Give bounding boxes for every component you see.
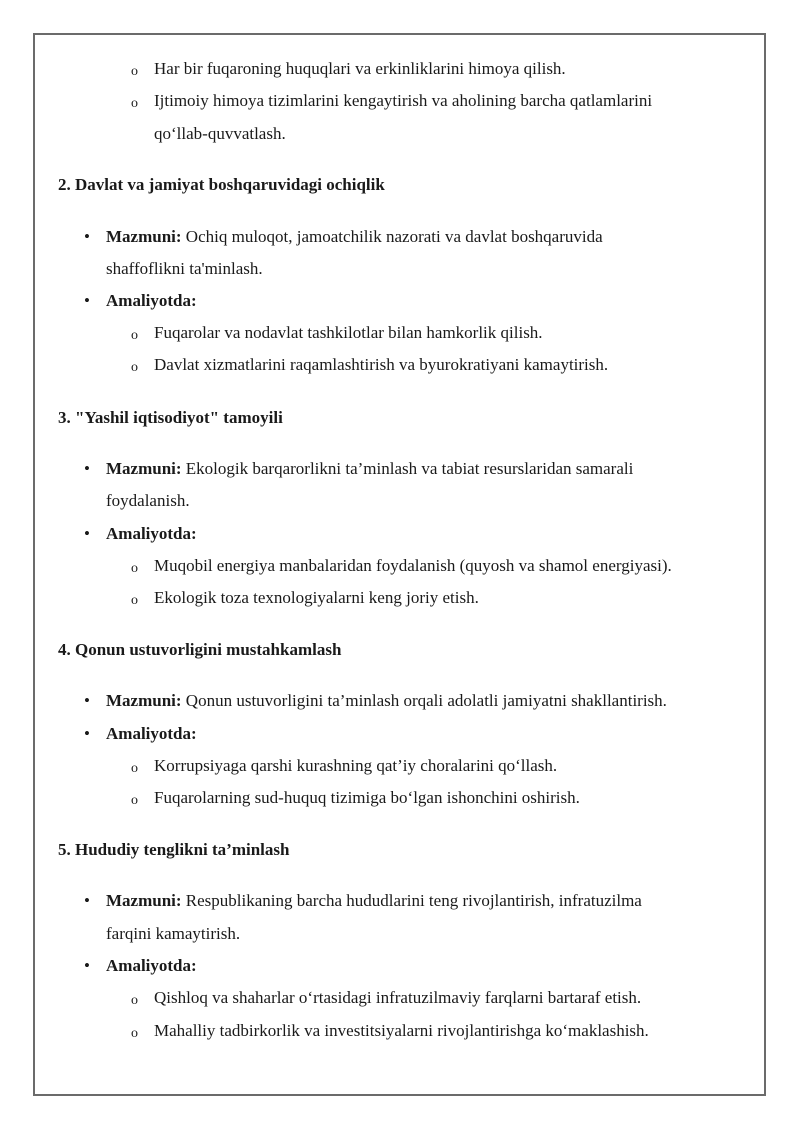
content-text-continuation: farqini kamaytirish.: [106, 924, 241, 943]
content-label: Mazmuni:: [106, 691, 182, 710]
content-item: [106, 891, 642, 911]
disc-bullet: •: [84, 724, 90, 743]
list-item: Korrupsiyaga qarshi kurashning qat’iy choralarini qo‘llash.: [154, 756, 558, 775]
practice-label: Amaliyotda:: [106, 524, 197, 543]
list-item: Qishloq va shaharlar o‘rtasidagi infratuzilmaviy farqlarni bartaraf etish.: [154, 988, 642, 1007]
circle-bullet: o: [131, 761, 138, 776]
content-text: Respublikaning barcha hududlarini teng rivojlantirish, infratuzilma: [185, 891, 642, 910]
list-item-continuation: qo‘llab-quvvatlash.: [154, 124, 286, 143]
section-heading: 4. Qonun ustuvorligini mustahkamlash: [58, 640, 342, 659]
disc-bullet: •: [84, 691, 90, 710]
disc-bullet: •: [84, 227, 90, 246]
list-item: Davlat xizmatlarini raqamlashtirish va byurokratiyani kamaytirish.: [154, 355, 609, 374]
content-item: [106, 691, 667, 711]
content-text: Ochiq muloqot, jamoatchilik nazorati va davlat boshqaruvida: [185, 227, 603, 246]
content-item: [106, 459, 633, 479]
content-label: Mazmuni:: [106, 227, 182, 246]
circle-bullet: o: [131, 360, 138, 375]
content-text-continuation: foydalanish.: [106, 491, 190, 510]
circle-bullet: o: [131, 96, 138, 111]
list-item: Har bir fuqaroning huquqlari va erkinliklarini himoya qilish.: [154, 59, 566, 78]
circle-bullet: o: [131, 561, 138, 576]
circle-bullet: o: [131, 328, 138, 343]
section-heading: 2. Davlat va jamiyat boshqaruvidagi ochiqlik: [58, 175, 385, 194]
section-heading: 5. Hududiy tenglikni ta’minlash: [58, 840, 290, 859]
list-item: Mahalliy tadbirkorlik va investitsiyalarni rivojlantirishga ko‘maklashish.: [154, 1021, 649, 1040]
list-item: Muqobil energiya manbalaridan foydalanish (quyosh va shamol energiyasi).: [154, 556, 672, 575]
disc-bullet: •: [84, 891, 90, 910]
list-item: Fuqarolar va nodavlat tashkilotlar bilan hamkorlik qilish.: [154, 323, 543, 342]
circle-bullet: o: [131, 1026, 138, 1041]
list-item: Ijtimoiy himoya tizimlarini kengaytirish va aholining barcha qatlamlarini: [154, 91, 653, 110]
circle-bullet: o: [131, 593, 138, 608]
practice-label: Amaliyotda:: [106, 291, 197, 310]
disc-bullet: •: [84, 956, 90, 975]
disc-bullet: •: [84, 459, 90, 478]
content-text: Ekologik barqarorlikni ta’minlash va tabiat resurslaridan samarali: [185, 459, 634, 478]
content-text: Qonun ustuvorligini ta’minlash orqali adolatli jamiyatni shakllantirish.: [185, 691, 667, 710]
disc-bullet: •: [84, 291, 90, 310]
content-item: [106, 227, 603, 247]
practice-label: Amaliyotda:: [106, 956, 197, 975]
section-heading: 3. "Yashil iqtisodiyot" tamoyili: [58, 408, 283, 427]
content-label: Mazmuni:: [106, 891, 182, 910]
disc-bullet: •: [84, 524, 90, 543]
list-item: Ekologik toza texnologiyalarni keng joriy etish.: [154, 588, 479, 607]
list-item: Fuqarolarning sud-huquq tizimiga bo‘lgan ishonchini oshirish.: [154, 788, 580, 807]
circle-bullet: o: [131, 993, 138, 1008]
practice-label: Amaliyotda:: [106, 724, 197, 743]
content-text-continuation: shaffoflikni ta'minlash.: [106, 259, 263, 278]
circle-bullet: o: [131, 793, 138, 808]
content-label: Mazmuni:: [106, 459, 182, 478]
circle-bullet: o: [131, 64, 138, 79]
